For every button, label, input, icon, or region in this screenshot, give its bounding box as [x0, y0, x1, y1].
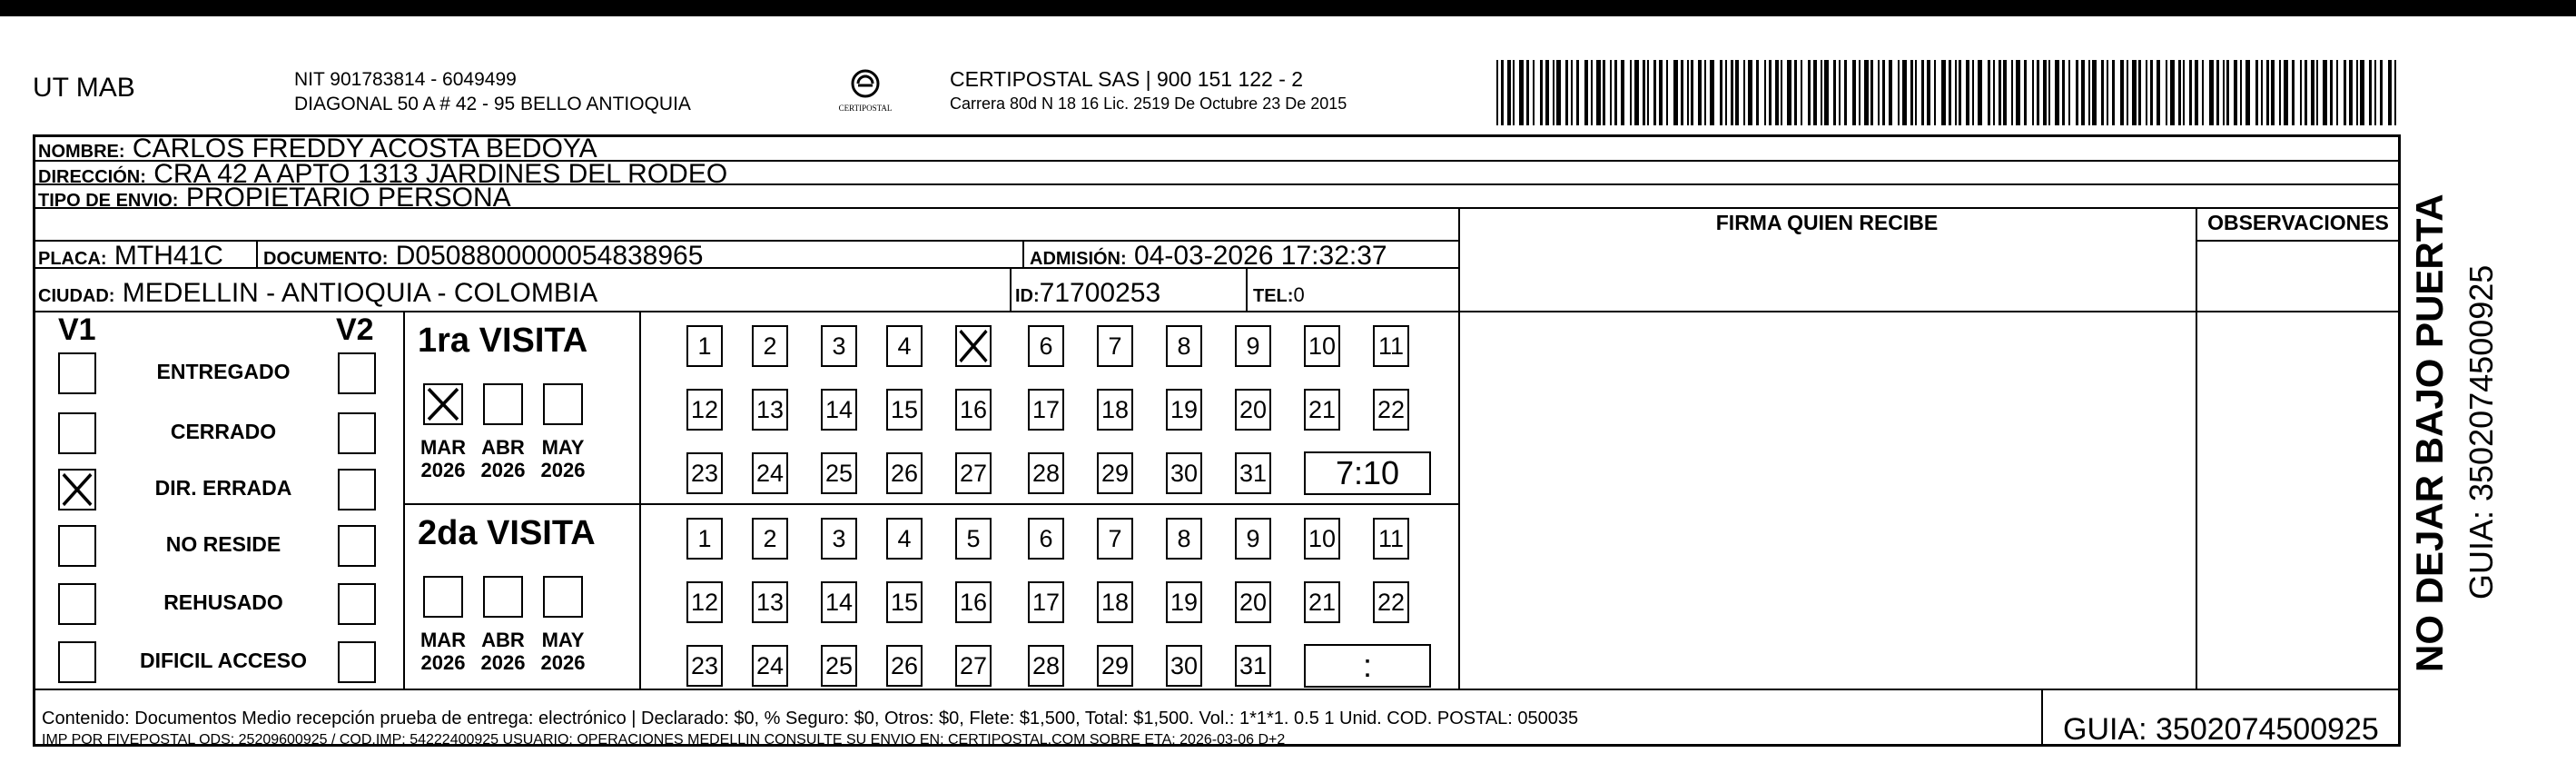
documento-label: DOCUMENTO:	[263, 249, 389, 269]
day-box[interactable]: 23	[686, 645, 723, 687]
v1-checkbox[interactable]	[58, 641, 96, 683]
v1-checkbox[interactable]	[58, 583, 96, 625]
nombre-value: CARLOS FREDDY ACOSTA BEDOYA	[132, 134, 597, 164]
status-label: REHUSADO	[163, 590, 283, 614]
visit-title: 2da VISITA	[418, 514, 596, 552]
tipo-envio-row	[38, 183, 511, 213]
day-box[interactable]: 29	[1097, 452, 1133, 494]
day-box[interactable]: 11	[1373, 518, 1409, 560]
v2-checkbox[interactable]	[338, 469, 376, 510]
month-label	[474, 436, 532, 481]
day-box[interactable]: 31	[1235, 645, 1271, 687]
month-name: MAR	[419, 629, 467, 651]
month-checkbox[interactable]	[543, 576, 583, 618]
month-checkbox[interactable]	[543, 383, 583, 425]
day-box[interactable]	[955, 325, 992, 367]
month-label	[534, 436, 592, 481]
day-box[interactable]: 8	[1166, 518, 1202, 560]
barcode	[1495, 60, 2403, 125]
tel-cell	[1253, 283, 1305, 307]
day-box[interactable]: 12	[686, 389, 723, 431]
carrier-license: Carrera 80d N 18 16 Lic. 2519 De Octubre 23 De 2015	[950, 94, 1347, 113]
day-box[interactable]: 3	[821, 518, 857, 560]
day-box[interactable]: 27	[955, 452, 992, 494]
day-box[interactable]: 4	[886, 325, 923, 367]
day-box[interactable]: 20	[1235, 389, 1271, 431]
day-box[interactable]: 14	[821, 581, 857, 623]
status-label: DIFICIL ACCESO	[139, 649, 307, 672]
day-box[interactable]: 10	[1304, 325, 1340, 367]
month-name: MAY	[541, 629, 585, 651]
nombre-label: NOMBRE:	[38, 142, 125, 162]
day-box[interactable]: 24	[752, 645, 788, 687]
v2-checkbox[interactable]	[338, 352, 376, 394]
row-divider	[33, 311, 2401, 312]
day-box[interactable]: 8	[1166, 325, 1202, 367]
day-box[interactable]: 17	[1028, 581, 1064, 623]
admision-value: 04-03-2026 17:32:37	[1134, 241, 1387, 271]
day-box[interactable]: 9	[1235, 325, 1271, 367]
top-edge	[0, 0, 2576, 16]
admision-label: ADMISIÓN:	[1030, 249, 1127, 269]
x-mark-icon	[60, 471, 94, 509]
day-box[interactable]: 24	[752, 452, 788, 494]
day-box[interactable]: 14	[821, 389, 857, 431]
placa-label: PLACA:	[38, 249, 107, 269]
month-checkbox[interactable]	[423, 576, 463, 618]
day-box[interactable]: 2	[752, 518, 788, 560]
v2-header: V2	[336, 312, 374, 347]
month-year: 2026	[480, 651, 526, 674]
v2-checkbox[interactable]	[338, 412, 376, 454]
day-box[interactable]: 18	[1097, 389, 1133, 431]
day-box[interactable]: 16	[955, 389, 992, 431]
firma-header: FIRMA QUIEN RECIBE	[1715, 211, 1939, 234]
documento-value: D0508800000054838965	[395, 241, 704, 271]
day-box[interactable]: 7	[1097, 325, 1133, 367]
guia-number: GUIA: 3502074500925	[2063, 712, 2379, 747]
day-box[interactable]: 20	[1235, 581, 1271, 623]
footer-contents: Contenido: Documentos Medio recepción prueba de entrega: electrónico | Declarado: $0, % Seguro: $0, Otros: $0, Flete: $1,500, Total: $1,500. Vol.: 1*1*1. 0.5 1 Unid. COD. POSTAL: 050035	[42, 709, 1579, 728]
admision-cell	[1030, 241, 1387, 272]
section-divider	[403, 311, 405, 689]
day-box[interactable]: 19	[1166, 581, 1202, 623]
documento-cell	[263, 241, 703, 272]
month-year: 2026	[540, 651, 586, 674]
cell-divider	[1246, 267, 1248, 311]
month-name: ABR	[481, 629, 525, 651]
day-box[interactable]: 29	[1097, 645, 1133, 687]
month-label	[414, 436, 472, 481]
visit-time[interactable]: 7:10	[1304, 451, 1431, 495]
cell-divider	[1022, 240, 1024, 267]
day-box[interactable]: 16	[955, 581, 992, 623]
status-label: NO RESIDE	[165, 532, 281, 556]
day-box[interactable]: 3	[821, 325, 857, 367]
month-year: 2026	[540, 459, 586, 481]
day-box[interactable]: 30	[1166, 645, 1202, 687]
day-box[interactable]: 11	[1373, 325, 1409, 367]
day-box[interactable]: 26	[886, 452, 923, 494]
cell-divider	[256, 240, 258, 267]
day-box[interactable]: 28	[1028, 452, 1064, 494]
day-box[interactable]: 13	[752, 581, 788, 623]
placa-value: MTH41C	[114, 241, 223, 271]
day-box[interactable]: 4	[886, 518, 923, 560]
company-address: DIAGONAL 50 A # 42 - 95 BELLO ANTIOQUIA	[294, 94, 691, 114]
month-year: 2026	[420, 459, 466, 481]
footer-cell-divider	[2041, 689, 2043, 747]
day-box[interactable]: 1	[686, 325, 723, 367]
v1-checkbox[interactable]	[58, 469, 96, 510]
month-name: MAY	[541, 436, 585, 459]
month-checkbox[interactable]	[483, 576, 523, 618]
col-divider	[1458, 207, 1460, 689]
v1-checkbox[interactable]	[58, 412, 96, 454]
ciudad-value: MEDELLIN - ANTIOQUIA - COLOMBIA	[122, 278, 598, 308]
day-box[interactable]: 12	[686, 581, 723, 623]
placa-cell	[38, 241, 223, 272]
day-box[interactable]: 23	[686, 452, 723, 494]
month-name: ABR	[481, 436, 525, 459]
month-label	[474, 629, 532, 674]
day-box[interactable]: 5	[955, 518, 992, 560]
tel-label: TEL:	[1253, 286, 1294, 306]
day-box[interactable]: 26	[886, 645, 923, 687]
certipostal-logo	[828, 65, 903, 118]
obs-divider	[2196, 240, 2401, 242]
day-box[interactable]: 15	[886, 581, 923, 623]
observaciones-header: OBSERVACIONES	[2207, 211, 2389, 234]
footer-print-info: IMP POR FIVEPOSTAL ODS: 25209600925 / COD.IMP: 54222400925 USUARIO: OPERACIONES MEDELLIN CONSULTE SU ENVIO EN: CERTIPOSTAL.COM SOBRE ETA: 2026-03-06 D+2	[42, 732, 1286, 748]
day-box[interactable]: 28	[1028, 645, 1064, 687]
month-label	[534, 629, 592, 674]
day-box[interactable]: 1	[686, 518, 723, 560]
tel-value: 0	[1293, 283, 1305, 306]
month-checkbox[interactable]	[483, 383, 523, 425]
status-label: DIR. ERRADA	[154, 476, 292, 500]
side-guia: GUIA: 3502074500925	[2462, 264, 2500, 600]
day-box[interactable]: 27	[955, 645, 992, 687]
day-box[interactable]: 21	[1304, 389, 1340, 431]
v2-checkbox[interactable]	[338, 641, 376, 683]
company-info	[294, 67, 691, 116]
id-cell	[1015, 278, 1160, 309]
visit-title: 1ra VISITA	[418, 322, 588, 360]
day-box[interactable]: 10	[1304, 518, 1340, 560]
v2-checkbox[interactable]	[338, 525, 376, 567]
v1-checkbox[interactable]	[58, 525, 96, 567]
day-box[interactable]: 21	[1304, 581, 1340, 623]
tipo-envio-label: TIPO DE ENVIO:	[38, 191, 179, 211]
day-box[interactable]: 9	[1235, 518, 1271, 560]
day-box[interactable]: 6	[1028, 518, 1064, 560]
month-name: MAR	[419, 436, 467, 459]
side-warning: NO DEJAR BAJO PUERTA	[2408, 193, 2451, 672]
x-mark-icon	[957, 327, 990, 365]
day-box[interactable]: 19	[1166, 389, 1202, 431]
logo-text: CERTIPOSTAL	[838, 104, 893, 113]
id-value: 71700253	[1039, 278, 1161, 308]
day-box[interactable]: 15	[886, 389, 923, 431]
col-divider	[2196, 207, 2197, 689]
month-label	[414, 629, 472, 674]
month-checkbox[interactable]	[423, 383, 463, 425]
company-nit: NIT 901783814 - 6049499	[294, 69, 517, 90]
x-mark-icon	[425, 385, 461, 423]
day-box[interactable]: 7	[1097, 518, 1133, 560]
carrier-info	[950, 67, 1347, 116]
footer-divider	[33, 689, 2401, 690]
status-label: ENTREGADO	[156, 360, 291, 383]
direccion-value: CRA 42 A APTO 1313 JARDINES DEL RODEO	[153, 159, 728, 189]
day-box[interactable]: 22	[1373, 581, 1409, 623]
carrier-name: CERTIPOSTAL SAS | 900 151 122 - 2	[950, 67, 1304, 91]
day-box[interactable]: 17	[1028, 389, 1064, 431]
company-name: UT MAB	[33, 73, 135, 103]
direccion-label: DIRECCIÓN:	[38, 167, 146, 187]
day-box[interactable]: 30	[1166, 452, 1202, 494]
id-label: ID:	[1015, 286, 1040, 306]
day-box[interactable]: 25	[821, 452, 857, 494]
day-box[interactable]: 6	[1028, 325, 1064, 367]
v2-checkbox[interactable]	[338, 583, 376, 625]
day-box[interactable]: 31	[1235, 452, 1271, 494]
visit-divider	[403, 503, 1458, 505]
day-box[interactable]: 2	[752, 325, 788, 367]
day-box[interactable]: 18	[1097, 581, 1133, 623]
cell-divider	[1010, 267, 1012, 311]
visit-time[interactable]: :	[1304, 644, 1431, 688]
v1-header: V1	[58, 312, 96, 347]
month-year: 2026	[480, 459, 526, 481]
section-divider	[639, 311, 641, 689]
v1-checkbox[interactable]	[58, 352, 96, 394]
status-label: CERRADO	[170, 420, 277, 443]
day-box[interactable]: 25	[821, 645, 857, 687]
day-box[interactable]: 22	[1373, 389, 1409, 431]
day-box[interactable]: 13	[752, 389, 788, 431]
tipo-envio-value: PROPIETARIO PERSONA	[185, 183, 511, 213]
ciudad-cell	[38, 278, 597, 309]
month-year: 2026	[420, 651, 466, 674]
ciudad-label: CIUDAD:	[38, 286, 115, 306]
